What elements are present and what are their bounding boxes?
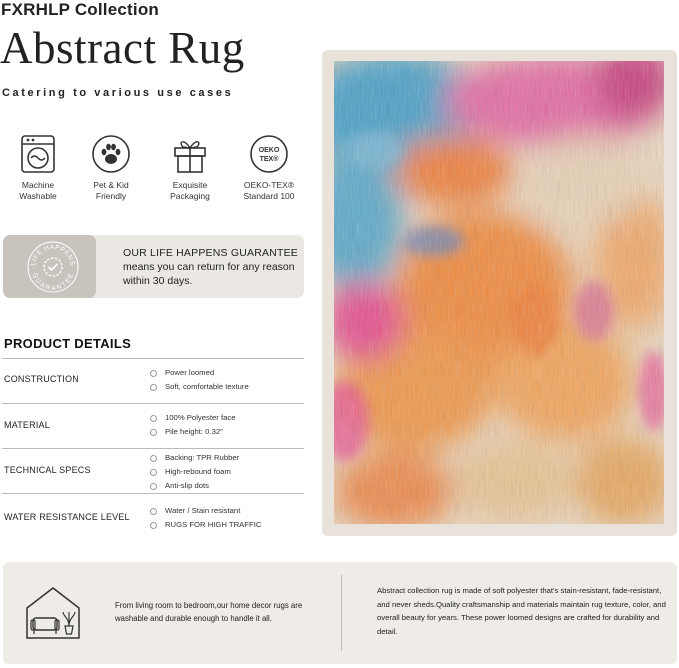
guarantee-description: means you can return for any reason within 30 days. xyxy=(123,261,295,287)
bullet-circle-icon xyxy=(150,370,157,377)
feature-list xyxy=(0,134,310,214)
bullet-circle-icon xyxy=(150,415,157,422)
oeko-tex-logo-text-bottom: TEX® xyxy=(259,156,279,163)
rug-image xyxy=(334,61,664,524)
feature-oeko-tex xyxy=(231,134,307,202)
feature-machine-washable xyxy=(0,134,76,202)
bottom-right-text: Abstract collection rug is made of soft polyester that's stain-resistant, fade-resistant, and never sheds.Quality craftsmanship and materials maintain rug texture, color, and overall beauty for years. These power loomed designs are crafted for durability and detail. xyxy=(377,586,666,636)
bullet-circle-icon xyxy=(150,522,157,529)
divider xyxy=(341,575,342,651)
feature-label: Exquisite Packaging xyxy=(170,180,210,201)
detail-value: 100% Polyester face xyxy=(150,411,236,425)
bottom-left-text: From living room to bedroom,our home decor rugs are washable and durable enough to handle it all. xyxy=(115,601,303,623)
feature-label: Machine Washable xyxy=(19,180,57,201)
detail-row-technical-specs xyxy=(2,448,304,493)
detail-row-material xyxy=(2,403,304,448)
detail-key: WATER RESISTANCE LEVEL xyxy=(4,512,130,522)
detail-row-water-resistance xyxy=(2,493,304,533)
guarantee-badge-area xyxy=(3,235,96,298)
detail-value: Power loomed xyxy=(150,366,249,380)
badge-text-bottom: GUARANTEE xyxy=(30,272,76,293)
detail-row-construction xyxy=(2,358,304,403)
product-details-table xyxy=(2,358,304,533)
gift-box-icon xyxy=(170,134,210,174)
svg-text:GUARANTEE xyxy=(31,272,76,292)
washing-machine-icon xyxy=(18,134,58,174)
detail-value: Soft, comfortable texture xyxy=(150,380,249,394)
detail-value: Water / Stain resistant xyxy=(150,504,261,518)
feature-label: Pet & Kid Friendly xyxy=(93,180,129,201)
detail-key: CONSTRUCTION xyxy=(4,374,79,384)
detail-value: High-rebound foam xyxy=(150,465,239,479)
detail-value: Pile height: 0.32" xyxy=(150,425,236,439)
guarantee-badge-icon xyxy=(27,241,79,293)
oeko-tex-icon xyxy=(249,134,289,174)
detail-value: Anti-slip dots xyxy=(150,479,239,493)
bullet-circle-icon xyxy=(150,469,157,476)
bullet-circle-icon xyxy=(150,483,157,490)
tagline: Catering to various use cases xyxy=(2,87,234,99)
feature-label: OEKO-TEX® Standard 100 xyxy=(243,180,295,201)
paw-icon xyxy=(91,134,131,174)
bullet-circle-icon xyxy=(150,429,157,436)
product-title: Abstract Rug xyxy=(0,23,245,73)
detail-value: Backing: TPR Rubber xyxy=(150,451,239,465)
home-armchair-plant-icon xyxy=(23,582,83,642)
badge-text-top: LIFE HAPPENS xyxy=(29,243,77,267)
detail-key: MATERIAL xyxy=(4,420,50,430)
detail-key: TECHNICAL SPECS xyxy=(4,465,91,475)
brand-name: FXRHLP Collection xyxy=(1,0,159,19)
bottom-info-panel xyxy=(3,562,677,664)
bullet-circle-icon xyxy=(150,508,157,515)
product-details-title: PRODUCT DETAILS xyxy=(4,336,132,351)
feature-pet-kid-friendly xyxy=(73,134,149,202)
detail-value: RUGS FOR HIGH TRAFFIC xyxy=(150,518,261,532)
bullet-circle-icon xyxy=(150,455,157,462)
abstract-rug-pattern xyxy=(334,61,664,524)
feature-exquisite-packaging xyxy=(152,134,228,202)
guarantee-heading: OUR LIFE HAPPENS GUARANTEE xyxy=(123,247,298,259)
guarantee-panel xyxy=(3,235,304,298)
bullet-circle-icon xyxy=(150,384,157,391)
guarantee-text xyxy=(123,246,301,288)
oeko-tex-logo-text-top: OEKO xyxy=(258,147,280,154)
